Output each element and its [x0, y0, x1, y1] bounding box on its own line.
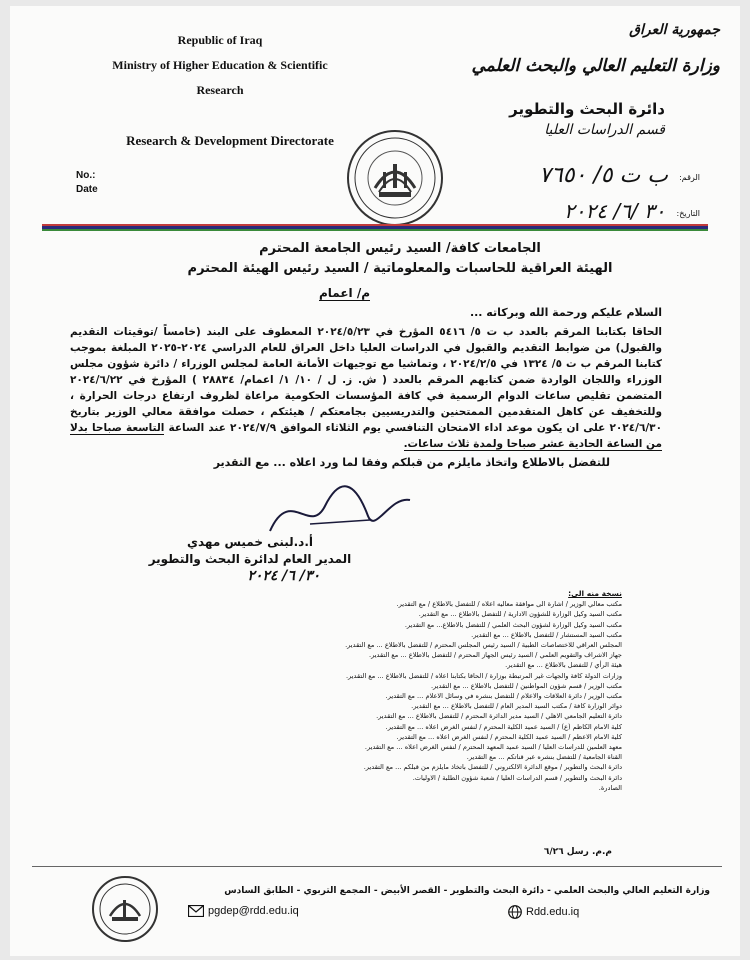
english-republic: Republic of Iraq	[177, 33, 263, 47]
list-item: مكتب معالي الوزير / اشارة الى موافقة معاليه اعلاه / للتفضل بالاطلاع / مع التقدير.	[396, 600, 622, 609]
arabic-ministry: وزارة التعليم العالي والبحث العلمي	[471, 56, 720, 76]
list-item: كلية الامام الاعظم / السيد عميد الكلية المحترم / لنفس الغرض اعلاه ... مع التقدير.	[396, 732, 622, 741]
globe-icon	[508, 905, 522, 919]
arabic-letterhead	[430, 22, 720, 138]
arabic-directorate: دائرة البحث والتطوير	[509, 100, 665, 118]
ref-date-label: التاريخ:	[676, 209, 700, 218]
list-item: هيئة الرأي / للتفضل بالاطلاع ... مع التقدير.	[505, 661, 622, 670]
english-ministry: Ministry of Higher Education & Scientific	[112, 58, 328, 72]
website-text: Rdd.edu.iq	[526, 905, 580, 918]
list-item: وزارات الدولة كافة والجهات غير المرتبطة بوزارة / الحاقا بكتابنا اعلاه / للتفضل بالاطلاع ... مع التقدير.	[345, 671, 622, 680]
list-item: المجلس العراقي للاختصاصات الطبية / السيد رئيس المجلس المحترم / للتفضل بالاطلاع ... مع التقدير.	[345, 641, 622, 650]
date-label: Date	[76, 184, 98, 195]
subject: م/ اعمام	[318, 286, 370, 300]
body-text: الحاقا بكتابنا المرقم بالعدد ب ت ٥/ ٥٤١٦ المؤرخ في ٢٠٢٤/٥/٢٣ المعطوف على البند (خامساً /توقيتات التقديم والقبول) من ضوابط التقديم والقبول في الدراسات العليا داخل العراق للعام الدراسي ٢٠٢٤-٢٠٢٥ المبلغة بموجب كتابنا المرقم ب ت ٥/ ١٣٢٤ في ٢٠٢٤/٢/٥ ، وتماشيا مع توجيهات الأمانة العامة لمجلس الوزراء / دائرة شؤون مجلس الوزراء واللجان الواردة ضمن كتابهم المرقم بالعدد ( ش. ز. ل / ١٠/ ١/ اعمام/ ٢٨٨٣٤ ) المؤرخ في ٢٠٢٤/٦/٢٢ المتضمن تقليص ساعات الدوام الرسمية في كافة المؤسسات الحكومية مراعاة لظروف ارتفاع درجات الحرارة ، وللتخفيف عن كاهل المتقدمين الممتحنين والتدريسيين بجامعتكم / هيئتكم ، حصلت موافقة معالي الوزير بتاريخ ٢٠٢٤/٦/٣٠ على ان يكون موعد اداء الامتحان التنافسي يوم الثلاثاء الموافق ٢٠٢٤/٧/٩ عند الساعة	[70, 326, 662, 434]
signature-date: ٣٠/ ٦/ ٢٠٢٤	[247, 568, 320, 584]
footer-email[interactable]	[188, 905, 299, 917]
signer-name: أ.د.لبنى خميس مهدي	[186, 535, 314, 549]
list-item: دائرة البحث والتطوير / قسم الدراسات العليا / شعبة شؤون الطلبة / الاوليات.	[412, 773, 622, 782]
ref-number: ب ت ٥/ ٧٦٥٠	[539, 163, 668, 188]
no-label: No.:	[76, 170, 96, 181]
ref-label: الرقم:	[679, 173, 700, 182]
english-letterhead	[70, 28, 370, 148]
ref-date: ٣٠ /٦/ ٢٠٢٤	[564, 199, 666, 223]
ministry-seal-icon	[345, 128, 445, 228]
copies-list	[182, 589, 622, 793]
document-page	[10, 6, 740, 956]
list-item: دائرة التعليم الجامعي الاهلي / السيد مدير الدائرة المحترم / للتفضل بالاطلاع ... مع التقدير.	[376, 712, 622, 721]
english-ministry-cont: Research	[196, 83, 244, 97]
list-item: معهد العلمين للدراسات العليا / السيد عميد المعهد المحترم / لنفس الغرض اعلاه ... مع التقدير.	[364, 743, 622, 752]
body-highlight: التاسعة صباحا بدلا من الساعة الحادية عشر صباحا ولمدة ثلاث ساعات.	[70, 422, 662, 450]
footer-seal-icon	[90, 874, 160, 944]
footer-address: وزارة التعليم العالي والبحث العلمي - دائرة البحث والتطوير - القصر الأبيض - المجمع التربوي - الطابق السادس	[224, 886, 710, 896]
list-item: مكتب الوزير / دائرة العلاقات والاعلام / للتفضل بنشره في وسائل الاعلام ... مع التقدير.	[385, 692, 622, 701]
closing-line: للتفضل بالاطلاع واتخاذ مايلزم من قبلكم وفقا لما ورد اعلاه ... مع التقدير	[213, 456, 610, 469]
list-item: مكتب السيد وكيل الوزارة للشؤون الادارية / للتفضل بالاطلاع ... مع التقدير.	[418, 610, 622, 619]
list-item: دوائر الوزارة كافة / مكتب السيد المدير العام / للتفضل بالاطلاع ... مع التقدير.	[411, 702, 622, 711]
typist-ref: م.م. رسل ٦/٢٦	[543, 847, 612, 857]
list-item: مكتب السيد المستشار / للتفضل بالاطلاع ... مع التقدير.	[471, 630, 622, 639]
signer-title: المدير العام لدائرة البحث والتطوير	[148, 552, 352, 566]
email-text: pgdep@rdd.edu.iq	[208, 905, 299, 917]
addressees	[140, 239, 660, 279]
copies-header: نسخة منه الى:	[568, 589, 622, 598]
letter-body	[70, 324, 662, 452]
footer-divider	[32, 866, 722, 867]
list-item: القناة الجامعية / للتفضل بنشره عبر قناتكم ... مع التقدير.	[466, 753, 622, 762]
list-item: مكتب الوزير / قسم شؤون المواطنين / للتفضل بالاطلاع ... مع التقدير.	[430, 681, 622, 690]
list-item: كلية الامام الكاظم (ع) / السيد عميد الكلية المحترم / لنفس الغرض اعلاه ... مع التقدير.	[385, 722, 622, 731]
footer-website[interactable]	[508, 905, 579, 919]
arabic-department: قسم الدراسات العليا	[544, 122, 665, 138]
arabic-republic: جمهورية العراق	[629, 22, 720, 38]
email-icon	[188, 905, 204, 917]
addressee-authority: الهيئة العراقية للحاسبات والمعلوماتية / السيد رئيس الهيئة المحترم	[187, 261, 613, 276]
list-item: دائرة البحث والتطوير / موقع الدائرة الالكتروني / للتفضل باتخاذ مايلزم من قبلكم ... مع التقدير.	[363, 763, 622, 772]
addressee-universities: الجامعات كافة/ السيد رئيس الجامعة المحترم	[259, 241, 541, 256]
list-item: جهاز الاشراف والتقويم العلمي / السيد رئيس الجهاز المحترم / للتفضل بالاطلاع ... مع التقدير.	[368, 651, 622, 660]
english-directorate: Research & Development Directorate	[126, 133, 334, 148]
english-ref-labels	[76, 169, 98, 197]
greeting: السلام عليكم ورحمة الله وبركاته ...	[469, 306, 662, 319]
list-item: الصادرة.	[598, 783, 622, 792]
header-divider	[42, 224, 708, 231]
signature-block	[120, 534, 380, 585]
list-item: مكتب السيد وكيل الوزارة لشؤون البحث العلمي / للتفضل بالاطلاع... مع التقدير.	[404, 620, 622, 629]
